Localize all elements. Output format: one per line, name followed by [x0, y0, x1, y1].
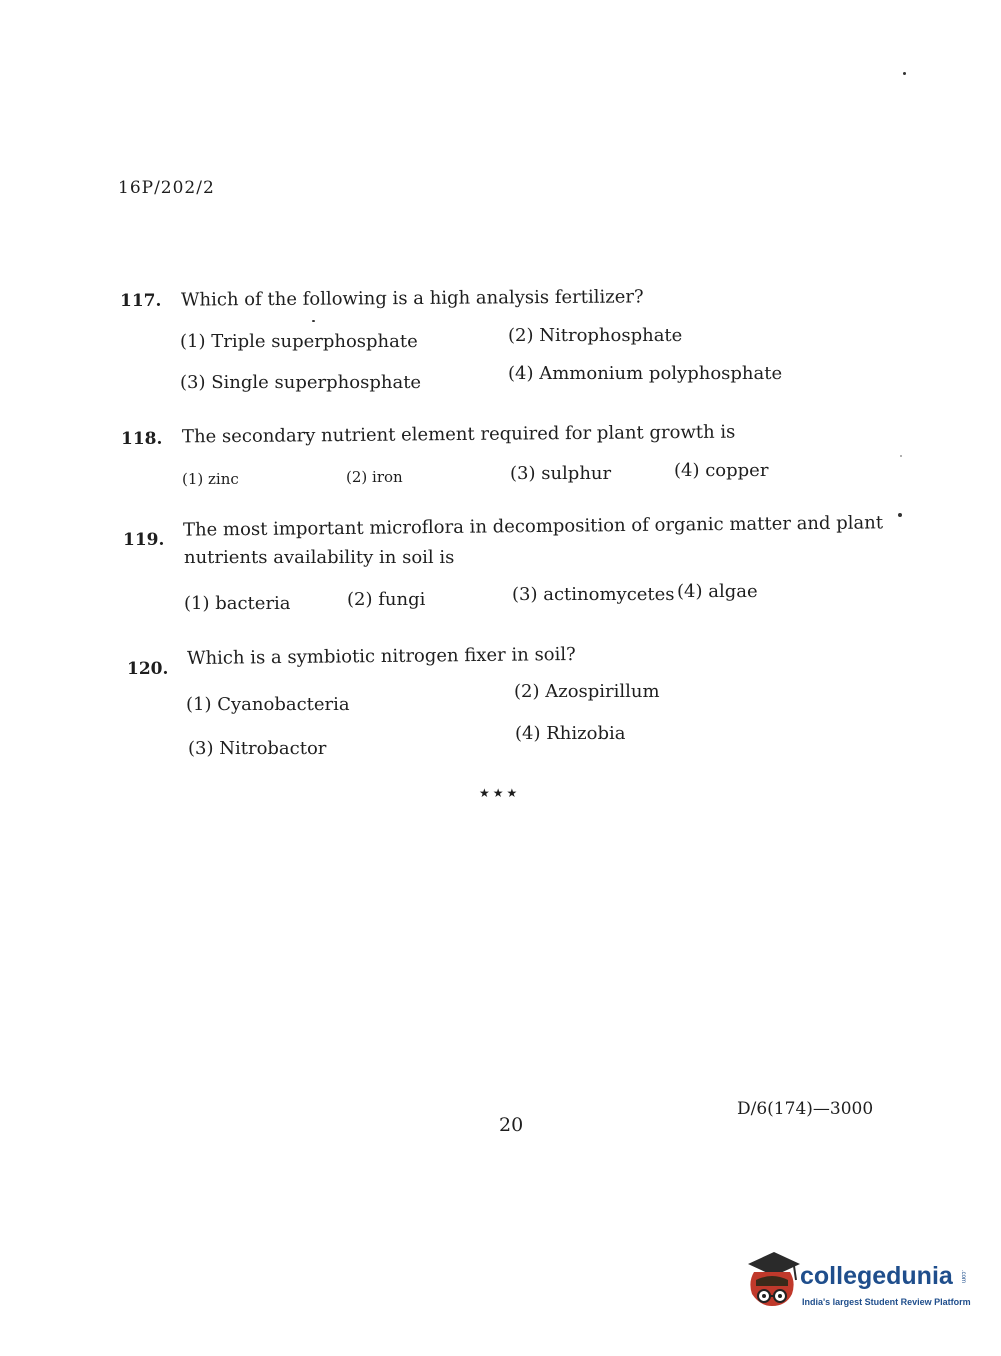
mascot-graduate-icon [742, 1250, 802, 1312]
option: (2) Nitrophosphate [508, 325, 683, 346]
option: (3) actinomycetes [512, 584, 675, 605]
option: (4) Rhizobia [515, 723, 626, 744]
question-text: The most important microflora in decomposition of organic matter and plant [182, 512, 884, 541]
option: (2) Azospirillum [514, 681, 660, 702]
option: (4) algae [677, 581, 758, 602]
option: (2) iron [346, 468, 403, 486]
logo-domain: .com [960, 1270, 966, 1284]
question-number: 117. [120, 291, 162, 311]
question-text: Which is a symbiotic nitrogen fixer in soil? [186, 643, 576, 670]
collegedunia-logo [742, 1250, 972, 1320]
logo-wordmark: collegedunia [800, 1262, 953, 1290]
question-number: 119. [123, 530, 165, 550]
question-number: 120. [127, 659, 169, 679]
option: (1) Cyanobacteria [186, 694, 350, 715]
logo-tagline: India's largest Student Review Platform [802, 1297, 971, 1307]
footer-code: D/6(174)—3000 [737, 1099, 874, 1119]
scan-speck [903, 72, 906, 75]
page-number: 20 [499, 1114, 524, 1136]
option: (2) fungi [347, 589, 426, 610]
scan-speck [312, 320, 315, 322]
option: (1) bacteria [184, 593, 291, 614]
question-text: The secondary nutrient element required for plant growth is [181, 421, 736, 448]
scan-speck [900, 455, 902, 457]
option: (1) Triple superphosphate [180, 331, 418, 352]
end-marker: ★★★ [479, 786, 521, 800]
paper-code: 16P/202/2 [118, 178, 215, 198]
option: (3) sulphur [510, 463, 612, 484]
scan-speck [898, 513, 902, 517]
question-text: Which of the following is a high analysis fertilizer? [180, 286, 644, 311]
question-number: 118. [121, 429, 163, 449]
question-text: nutrients availability in soil is [184, 547, 455, 568]
option: (3) Nitrobactor [188, 738, 327, 759]
option: (3) Single superphosphate [180, 372, 422, 393]
option: (1) zinc [182, 470, 239, 488]
option: (4) Ammonium polyphosphate [508, 363, 783, 384]
option: (4) copper [674, 460, 769, 481]
